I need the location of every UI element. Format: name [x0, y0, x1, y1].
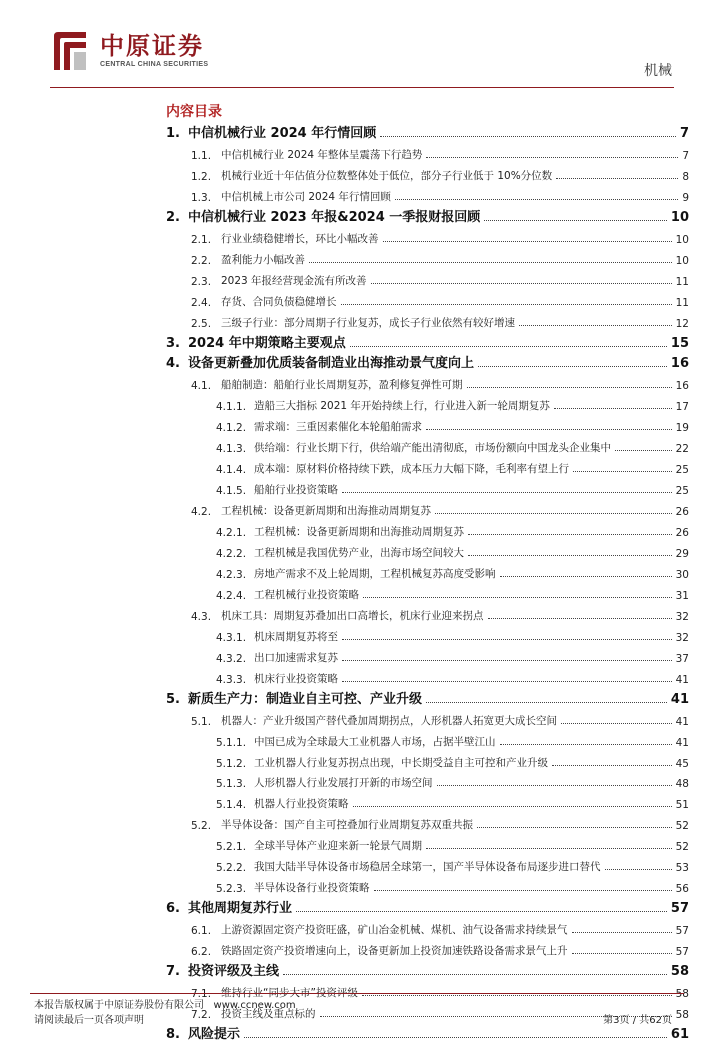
toc-entry-level2[interactable] [191, 247, 689, 267]
toc-entry-title: 半导体设备：国产自主可控叠加行业周期复苏双重共振 [221, 819, 473, 832]
toc-entry-number: 4.1.4. [216, 464, 247, 477]
toc-leader-dots [488, 618, 672, 619]
toc-entry-number: 5.1.4. [216, 799, 247, 812]
toc-entry-number: 5.1. [191, 715, 212, 728]
toc-entry-title: 中信机械行业 2023 年报&2024 一季报财报回顾 [188, 209, 481, 225]
toc-leader-dots [342, 492, 672, 493]
toc-entry-title: 机器人行业投资策略 [254, 798, 349, 811]
toc-entry-title: 全球半导体产业迎来新一轮景气周期 [254, 840, 422, 853]
toc-entry-title: 存货、合同负债稳健增长 [221, 295, 337, 308]
toc-leader-dots [426, 702, 667, 703]
toc-entry-number: 2.2. [191, 254, 212, 267]
toc-entry-title: 上游资源固定资产投资旺盛，矿山冶金机械、煤机、油气设备需求持续景气 [221, 924, 568, 937]
toc-entry-level3[interactable] [216, 561, 689, 581]
toc-entry-page: 17 [675, 401, 689, 414]
toc-leader-dots [556, 178, 678, 179]
toc-entry-level1[interactable] [166, 205, 689, 225]
toc-entry-title: 成本端：原材料价格持续下跌，成本压力大幅下降，毛利率有望上行 [254, 463, 569, 476]
toc-entry-page: 41 [675, 715, 689, 728]
toc-leader-dots [342, 639, 672, 640]
toc-entry-level3[interactable] [216, 519, 689, 539]
toc-entry-title: 维持行业“同步大市”投资评级 [221, 986, 358, 999]
toc-leader-dots [500, 576, 672, 577]
toc-leader-dots [353, 806, 672, 807]
toc-entry-level3[interactable] [216, 729, 689, 749]
toc-entry-title: 人形机器人行业发展打开新的市场空间 [254, 777, 433, 790]
toc-entry-number: 2.3. [191, 275, 212, 288]
toc-entry-level1[interactable] [166, 351, 689, 371]
toc-leader-dots [468, 534, 672, 535]
toc-entry-level2[interactable] [191, 812, 689, 832]
toc-entry-level3[interactable] [216, 645, 689, 665]
toc-entry-title: 中信机械行业 2024 年整体呈震荡下行趋势 [221, 148, 423, 161]
toc-entry-page: 58 [675, 987, 689, 1000]
toc-leader-dots [350, 346, 667, 347]
toc-entry-page: 32 [675, 610, 689, 623]
toc-entry-number: 4. [166, 356, 180, 372]
toc-entry-page: 10 [675, 233, 689, 246]
toc-entry-title: 机床周期复苏将至 [254, 630, 338, 643]
toc-entry-number: 1. [166, 126, 180, 141]
toc-entry-number: 2.5. [191, 317, 212, 330]
toc-entry-title: 造船三大指标 2021 年开始持续上行，行业进入新一轮周期复苏 [254, 400, 550, 413]
toc-entry-number: 6. [166, 901, 180, 917]
toc-entry-number: 4.2.3. [216, 568, 247, 581]
toc-entry-level1[interactable] [166, 959, 689, 979]
toc-entry-title: 船舶制造：船舶行业长周期复苏，盈利修复弹性可期 [221, 379, 463, 392]
toc-leader-dots [561, 723, 672, 724]
toc-title: 内容目录 [166, 104, 222, 120]
toc-entry-page: 58 [675, 1008, 689, 1021]
toc-entry-title: 铁路固定资产投资增速向上，设备更新加上投资加速铁路设备需求景气上升 [221, 945, 568, 958]
toc-entry-number: 6.2. [191, 946, 212, 959]
toc-entry-title: 工程机械：设备更新周期和出海推动周期复苏 [254, 526, 464, 539]
toc-entry-level2[interactable] [191, 603, 689, 623]
toc-entry-number: 5.2.1. [216, 841, 247, 854]
toc-entry-number: 6.1. [191, 925, 212, 938]
toc-entry-level3[interactable] [216, 435, 689, 455]
toc-entry-page: 10 [670, 209, 689, 225]
toc-entry-page: 41 [670, 691, 689, 707]
toc-entry-page: 52 [675, 820, 689, 833]
toc-leader-dots [554, 408, 672, 409]
toc-entry-level2[interactable] [191, 917, 689, 937]
toc-entry-number: 4.2.2. [216, 548, 247, 560]
toc-leader-dots [435, 513, 672, 514]
toc-entry-page: 15 [670, 335, 689, 351]
toc-entry-number: 1.2. [191, 170, 212, 183]
toc-leader-dots [478, 366, 667, 367]
toc-leader-dots [363, 597, 672, 598]
toc-entry-title: 新质生产力：制造业自主可控、产业升级 [188, 691, 423, 707]
toc-entry-level3[interactable] [216, 791, 689, 811]
toc-leader-dots [383, 241, 672, 242]
toc-entry-level3[interactable] [216, 854, 689, 874]
toc-entry-title: 投资主线及重点标的 [221, 1007, 316, 1020]
toc-entry-title: 需求端：三重因素催化本轮船舶需求 [254, 421, 422, 434]
toc-leader-dots [572, 932, 672, 933]
toc-entry-number: 2.4. [191, 296, 212, 309]
toc-entry-page: 48 [675, 778, 689, 791]
toc-entry-page: 41 [675, 673, 689, 686]
toc-leader-dots [374, 890, 672, 891]
toc-entry-title: 房地产需求不及上轮周期，工程机械复苏高度受影响 [254, 567, 496, 580]
toc-entry-page: 11 [675, 275, 689, 288]
toc-entry-page: 16 [675, 380, 689, 393]
toc-leader-dots [477, 827, 672, 828]
toc-entry-title: 工程机械行业投资策略 [254, 588, 359, 601]
toc-entry-page: 56 [675, 883, 689, 896]
page-header [0, 0, 724, 92]
toc-entry-page: 45 [675, 757, 689, 770]
toc-leader-dots [573, 471, 672, 472]
toc-entry-level3[interactable] [216, 393, 689, 413]
toc-entry-level2[interactable] [191, 498, 689, 518]
toc-leader-dots [244, 1037, 667, 1038]
toc-entry-number: 7.2. [191, 1008, 212, 1021]
toc-entry-page: 12 [675, 317, 689, 330]
toc-entry-level2[interactable] [191, 372, 689, 392]
toc-entry-page: 26 [675, 527, 689, 540]
toc-entry-number: 5.2.2. [216, 862, 247, 875]
toc-leader-dots [467, 387, 672, 388]
toc-entry-number: 4.1.3. [216, 443, 247, 456]
toc-entry-title: 投资评级及主线 [188, 964, 280, 979]
industry-label: 机械 [644, 63, 672, 79]
toc-entry-page: 30 [675, 568, 689, 581]
toc-leader-dots [296, 911, 667, 912]
toc-entry-page: 7 [679, 126, 689, 141]
toc-entry-number: 4.3. [191, 610, 212, 623]
toc-entry-number: 4.3.2. [216, 652, 247, 665]
toc-entry-number: 8. [166, 1026, 180, 1042]
toc-entry-level3[interactable] [216, 833, 689, 853]
toc-entry-level2[interactable] [191, 708, 689, 728]
toc-entry-page: 32 [675, 631, 689, 644]
toc-entry-page: 37 [675, 652, 689, 665]
toc-entry-page: 11 [675, 296, 689, 309]
toc-leader-dots [283, 974, 667, 975]
toc-leader-dots [341, 304, 672, 305]
toc-entry-level3[interactable] [216, 582, 689, 602]
toc-entry-page: 53 [675, 862, 689, 875]
toc-entry-title: 机床工具：周期复苏叠加出口高增长，机床行业迎来拐点 [221, 609, 484, 622]
toc-leader-dots [615, 450, 672, 451]
toc-entry-number: 4.1.2. [216, 422, 247, 435]
toc-entry-number: 7.1. [191, 987, 212, 1000]
toc-entry-page: 52 [675, 841, 689, 854]
toc-leader-dots [426, 848, 672, 849]
toc-entry-title: 设备更新叠加优质装备制造业出海推动景气度向上 [188, 356, 475, 372]
toc-entry-level3[interactable] [216, 875, 689, 895]
toc-entry-level2[interactable] [191, 226, 689, 246]
toc-entry-level1[interactable] [166, 687, 689, 707]
toc-entry-title: 2023 年报经营现金流有所改善 [221, 274, 367, 287]
company-logo [50, 30, 290, 74]
toc-entry-level1[interactable] [166, 896, 689, 916]
toc-entry-number: 4.1. [191, 380, 212, 393]
toc-entry-title: 其他周期复苏行业 [188, 901, 293, 917]
toc-entry-title: 工程机械是我国优势产业，出海市场空间较大 [254, 547, 464, 559]
toc-entry-level2[interactable] [191, 268, 689, 288]
toc-leader-dots [426, 157, 678, 158]
footer-divider [30, 993, 684, 994]
toc-entry-number: 5.1.2. [216, 757, 247, 770]
toc-entry-page: 31 [675, 589, 689, 602]
toc-entry-page: 25 [675, 485, 689, 498]
toc-entry-number: 2.1. [191, 233, 212, 246]
logo-english-name: CENTRAL CHINA SECURITIES [100, 61, 209, 68]
toc-entry-level2[interactable] [191, 142, 689, 162]
website-link[interactable]: www.ccnew.com [213, 1000, 296, 1011]
toc-entry-page: 16 [670, 356, 689, 372]
toc-leader-dots [552, 765, 672, 766]
toc-leader-dots [484, 220, 667, 221]
toc-entry-number: 4.2.1. [216, 527, 247, 540]
toc-entry-number: 4.2.4. [216, 589, 247, 602]
toc-entry-number: 5.1.3. [216, 778, 247, 791]
logo-chinese-name: 中原证券 [100, 32, 204, 60]
toc-leader-dots [519, 325, 672, 326]
toc-entry-title: 出口加速需求复苏 [254, 651, 338, 664]
toc-entry-title: 供给端：行业长期下行，供给端产能出清彻底，市场份额向中国龙头企业集中 [254, 442, 611, 455]
toc-entry-title: 2024 年中期策略主要观点 [188, 335, 346, 351]
toc-entry-title: 机械行业近十年估值分位数整体处于低位，部分子行业低于 10%分位数 [221, 169, 553, 182]
toc-entry-level2[interactable] [191, 289, 689, 309]
logo-mark-icon [50, 30, 90, 74]
toc-entry-page: 57 [670, 901, 689, 917]
toc-entry-title: 三级子行业：部分周期子行业复苏，成长子行业依然有较好增速 [221, 316, 515, 329]
toc-leader-dots [426, 429, 672, 430]
toc-entry-level3[interactable] [216, 540, 689, 560]
toc-entry-level1[interactable] [166, 121, 689, 141]
toc-entry-level3[interactable] [216, 750, 689, 770]
toc-entry-page: 9 [682, 191, 689, 204]
toc-entry-number: 5.1.1. [216, 736, 247, 749]
toc-entry-number: 2. [166, 209, 180, 225]
toc-entry-title: 机器人：产业升级国产替代叠加周期拐点，人形机器人拓宽更大成长空间 [221, 714, 557, 727]
toc-entry-page: 58 [670, 964, 689, 979]
toc-entry-number: 4.3.1. [216, 631, 247, 644]
toc-entry-title: 半导体设备行业投资策略 [254, 882, 370, 895]
toc-entry-page: 51 [675, 799, 689, 812]
toc-entry-title: 盈利能力小幅改善 [221, 253, 305, 266]
toc-leader-dots [468, 555, 672, 556]
toc-entry-title: 船舶行业投资策略 [254, 484, 338, 497]
toc-leader-dots [371, 283, 672, 284]
toc-entry-page: 57 [675, 925, 689, 938]
header-divider [50, 87, 674, 88]
toc-entry-title: 工业机器人行业复苏拐点出现，中长期受益自主可控和产业升级 [254, 756, 548, 769]
toc-entry-title: 中信机械行业 2024 年行情回顾 [188, 126, 377, 141]
toc-entry-level1[interactable] [166, 331, 689, 351]
toc-entry-title: 风险提示 [188, 1026, 241, 1042]
page-number: 第3页 / 共62页 [603, 1015, 672, 1026]
copyright-text: 本报告版权属于中原证券股份有限公司 [34, 1000, 204, 1011]
toc-leader-dots [605, 869, 672, 870]
toc-entry-page: 29 [675, 548, 689, 560]
toc-entry-level3[interactable] [216, 624, 689, 644]
toc-entry-title: 我国大陆半导体设备市场稳居全球第一，国产半导体设备布局逐步进口替代 [254, 861, 601, 874]
toc-entry-level3[interactable] [216, 414, 689, 434]
toc-entry-number: 4.2. [191, 506, 212, 519]
toc-entry-title: 行业业绩稳健增长，环比小幅改善 [221, 232, 379, 245]
toc-leader-dots [500, 744, 672, 745]
footer-copyright [34, 996, 296, 1011]
toc-entry-number: 1.1. [191, 149, 212, 162]
toc-entry-level2[interactable] [191, 938, 689, 958]
toc-entry-page: 19 [675, 422, 689, 435]
toc-entry-page: 10 [675, 254, 689, 267]
toc-entry-page: 22 [675, 443, 689, 456]
toc-entry-page: 26 [675, 506, 689, 519]
toc-entry-number: 4.1.5. [216, 485, 247, 498]
toc-leader-dots [572, 953, 672, 954]
toc-leader-dots [309, 262, 672, 263]
toc-entry-title: 机床行业投资策略 [254, 672, 338, 685]
toc-entry-number: 5.2.3. [216, 883, 247, 896]
toc-entry-page: 25 [675, 464, 689, 477]
toc-entry-number: 5.2. [191, 820, 212, 833]
toc-entry-number: 3. [166, 335, 180, 351]
footer-disclaimer: 请阅读最后一页各项声明 [34, 1015, 144, 1026]
toc-entry-number: 7. [166, 964, 180, 979]
toc-entry-number: 4.1.1. [216, 401, 247, 414]
toc-leader-dots [395, 199, 678, 200]
toc-entry-level3[interactable] [216, 666, 689, 686]
toc-entry-title: 工程机械：设备更新周期和出海推动周期复苏 [221, 505, 431, 518]
toc-entry-title: 中国已成为全球最大工业机器人市场，占据半壁江山 [254, 735, 496, 748]
toc-entry-page: 7 [682, 149, 689, 162]
toc-leader-dots [437, 785, 672, 786]
toc-entry-page: 41 [675, 736, 689, 749]
toc-entry-number: 5. [166, 691, 180, 707]
toc-entry-level3[interactable] [216, 477, 689, 497]
toc-entry-page: 8 [682, 170, 689, 183]
toc-entry-level2[interactable] [191, 184, 689, 204]
toc-entry-level3[interactable] [216, 770, 689, 790]
toc-entry-page: 61 [670, 1026, 689, 1042]
toc-leader-dots [342, 681, 672, 682]
toc-leader-dots [342, 660, 672, 661]
toc-entry-number: 1.3. [191, 191, 212, 204]
toc-entry-level3[interactable] [216, 456, 689, 476]
toc-entry-level2[interactable] [191, 310, 689, 330]
toc-entry-level2[interactable] [191, 163, 689, 183]
toc-entry-page: 57 [675, 946, 689, 959]
toc-leader-dots [362, 995, 672, 996]
toc-entry-title: 中信机械上市公司 2024 年行情回顾 [221, 190, 391, 203]
toc-entry-number: 4.3.3. [216, 673, 247, 686]
toc-leader-dots [380, 136, 676, 137]
